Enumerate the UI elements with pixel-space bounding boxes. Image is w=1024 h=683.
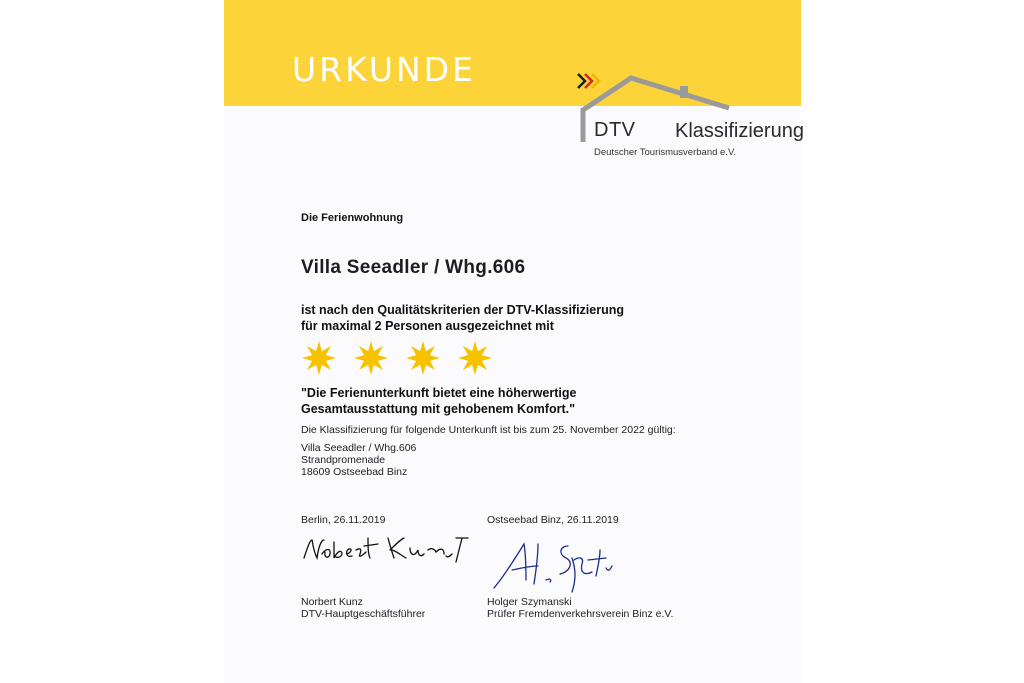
star-icon bbox=[353, 340, 389, 376]
criteria-line-1: ist nach den Qualitätskriterien der DTV-Klassifizierung bbox=[301, 303, 624, 317]
signature-right bbox=[488, 536, 618, 596]
star-icon bbox=[405, 340, 441, 376]
left-place-date: Berlin, 26.11.2019 bbox=[301, 514, 386, 526]
logo-brand: DTV bbox=[594, 119, 636, 141]
logo-org: Deutscher Tourismusverband e.V. bbox=[594, 147, 737, 158]
address-line-3: 18609 Ostseebad Binz bbox=[301, 466, 408, 478]
certificate-title: URKUNDE bbox=[292, 50, 476, 89]
address-line-2: Strandpromenade bbox=[301, 454, 386, 466]
star-icon bbox=[457, 340, 493, 376]
left-signer-title: DTV-Hauptgeschäftsführer bbox=[301, 608, 426, 620]
star-icon bbox=[301, 340, 337, 376]
right-place-date: Ostseebad Binz, 26.11.2019 bbox=[487, 514, 619, 526]
certificate bbox=[224, 0, 804, 683]
logo-name: Klassifizierung bbox=[675, 120, 804, 142]
address-line-1: Villa Seeadler / Whg.606 bbox=[301, 442, 417, 454]
right-signer-name: Holger Szymanski bbox=[487, 596, 572, 608]
property-name: Villa Seeadler / Whg.606 bbox=[301, 257, 526, 278]
dtv-logo bbox=[576, 72, 804, 162]
signature-left bbox=[300, 532, 470, 568]
right-signer-title: Prüfer Fremdenverkehrsverein Binz e.V. bbox=[487, 608, 674, 620]
left-signer-name: Norbert Kunz bbox=[301, 596, 363, 608]
chevrons-icon bbox=[576, 72, 602, 90]
quote-line-2: Gesamtausstattung mit gehobenem Komfort." bbox=[301, 402, 576, 416]
type-label: Die Ferienwohnung bbox=[301, 212, 404, 224]
validity-text: Die Klassifizierung für folgende Unterkunft ist bis zum 25. November 2022 gültig: bbox=[301, 424, 676, 436]
criteria-line-2: für maximal 2 Personen ausgezeichnet mit bbox=[301, 319, 554, 333]
quote-line-1: "Die Ferienunterkunft bietet eine höherwertige bbox=[301, 386, 577, 400]
